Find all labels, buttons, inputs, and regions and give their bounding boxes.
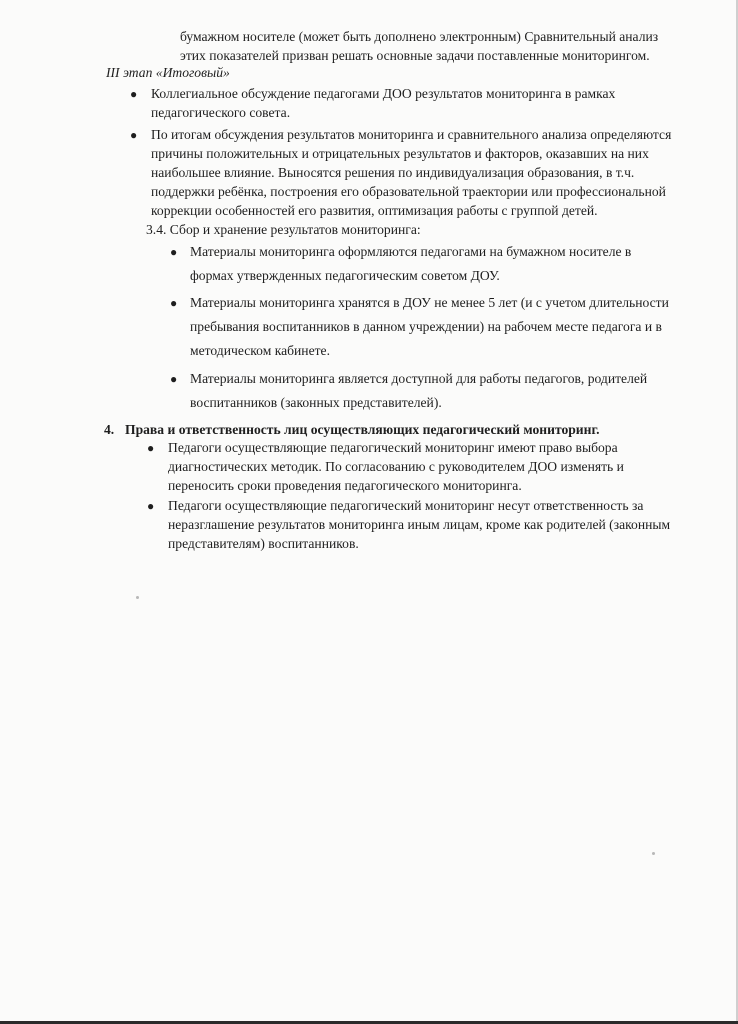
section34-item3-line-1: Материалы мониторинга является доступной для работы педагогов, родителей bbox=[190, 371, 648, 386]
stage3-bullet2-line-2: причины положительных и отрицательных результатов и факторов, оказавших на них bbox=[151, 146, 649, 161]
section34-item1-line-1: Материалы мониторинга оформляются педагогами на бумажном носителе в bbox=[190, 244, 632, 259]
intro-line-2: этих показателей призван решать основные задачи поставленные мониторингом. bbox=[180, 48, 650, 63]
section34-item2-line-3: методическом кабинете. bbox=[190, 343, 330, 358]
stage3-bullet1-line-1: Коллегиальное обсуждение педагогами ДОО результатов мониторинга в рамках bbox=[151, 86, 616, 101]
bullet-marker: ● bbox=[147, 441, 155, 455]
section34-item2-line-2: пребывания воспитанников в данном учреждении) на рабочем месте педагога и в bbox=[190, 319, 662, 334]
intro-line-1: бумажном носителе (может быть дополнено электронным) Сравнительный анализ bbox=[180, 29, 659, 44]
stage3-bullet2-line-4: поддержки ребёнка, построения его образовательной траектории или профессиональной bbox=[151, 184, 666, 199]
bullet-marker: ● bbox=[170, 372, 178, 386]
section34-item3-line-2: воспитанников (законных представителей). bbox=[190, 395, 442, 410]
section34-item2-line-1: Материалы мониторинга хранятся в ДОУ не менее 5 лет (и с учетом длительности bbox=[190, 295, 669, 310]
section4-item2-line-2: неразглашение результатов мониторинга иным лицам, кроме как родителей (законным bbox=[168, 517, 671, 532]
stage3-title: III этап «Итоговый» bbox=[106, 65, 230, 80]
section4-item1-line-2: диагностических методик. По согласованию с руководителем ДОО изменять и bbox=[168, 459, 624, 474]
section4-title: Права и ответственность лиц осуществляющих педагогический мониторинг. bbox=[125, 422, 600, 437]
scan-speck bbox=[652, 852, 655, 855]
section4-item1-line-3: переносить сроки проведения педагогического мониторинга. bbox=[168, 478, 522, 493]
stage3-bullet2-line-5: коррекции особенностей его развития, оптимизация работы с группой детей. bbox=[151, 203, 598, 218]
bullet-marker: ● bbox=[130, 87, 138, 101]
stage3-bullet2-line-1: По итогам обсуждения результатов мониторинга и сравнительного анализа определяются bbox=[151, 127, 672, 142]
section34-item1-line-2: формах утвержденных педагогическим советом ДОУ. bbox=[190, 268, 500, 283]
section34-title: 3.4. Сбор и хранение результатов мониторинга: bbox=[146, 222, 421, 237]
bullet-marker: ● bbox=[170, 296, 178, 310]
bullet-marker: ● bbox=[170, 245, 178, 259]
section4-item1-line-1: Педагоги осуществляющие педагогический мониторинг имеют право выбора bbox=[168, 440, 618, 455]
stage3-bullet2-line-3: наибольшее влияние. Выносятся решения по индивидуализация образования, в т.ч. bbox=[151, 165, 635, 180]
section4-number: 4. bbox=[104, 422, 115, 437]
section4-item2-line-1: Педагоги осуществляющие педагогический мониторинг несут ответственность за bbox=[168, 498, 644, 513]
stage3-bullet1-line-2: педагогического совета. bbox=[151, 105, 291, 120]
bullet-marker: ● bbox=[147, 499, 155, 513]
scan-speck bbox=[136, 596, 139, 599]
bullet-marker: ● bbox=[130, 128, 138, 142]
section4-item2-line-3: представителям) воспитанников. bbox=[168, 536, 359, 551]
